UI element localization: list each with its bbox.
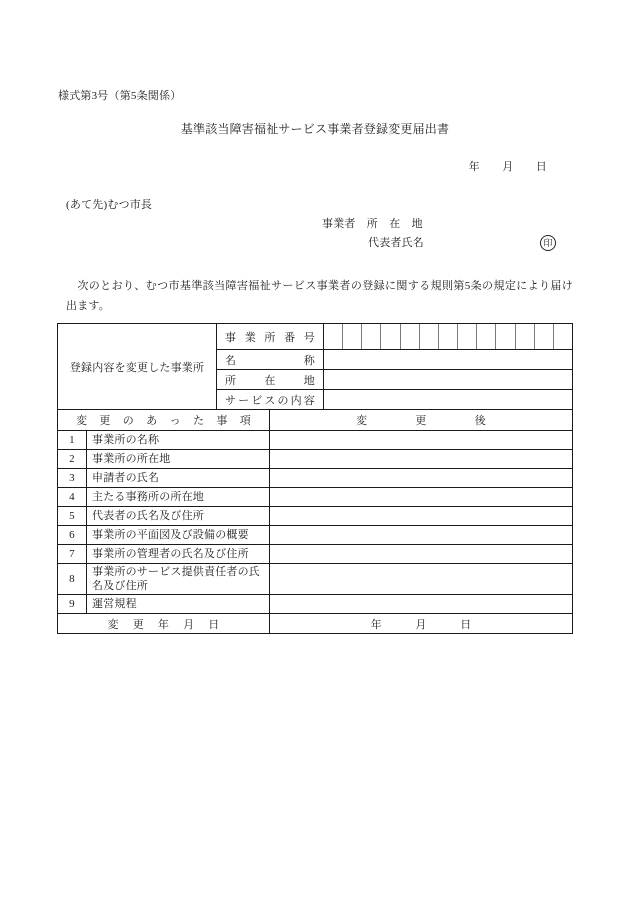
office-number-digit-box [361, 324, 380, 349]
change-date-label-cell [58, 613, 269, 633]
office-number-digit-box [476, 324, 495, 349]
change-row-number: 4 [58, 487, 86, 506]
change-row-after [269, 544, 572, 563]
change-date-value: 年 月 日 [269, 613, 572, 633]
office-number-label-cell [216, 324, 323, 349]
office-number-digit-box [534, 324, 553, 349]
office-number-digit-box [419, 324, 438, 349]
applicant-address-line: 事業者 所 在 地 [322, 218, 423, 230]
seal-stamp-icon: 印 [540, 235, 556, 251]
change-row-after [269, 594, 572, 613]
office-number-digit-box [495, 324, 514, 349]
office-service-label: サ ー ビ ス の 内 容 [225, 394, 315, 407]
change-row-number: 6 [58, 525, 86, 544]
office-name-label-cell [216, 349, 323, 369]
changes-section [58, 409, 572, 633]
date-line: 年 月 日 [468, 161, 547, 173]
changes-header-after-cell [269, 410, 572, 430]
change-row-number: 1 [58, 430, 86, 449]
office-number-digit-box [324, 324, 342, 349]
office-number-digit-box [400, 324, 419, 349]
change-row-after [269, 506, 572, 525]
office-section [58, 324, 572, 409]
changes-header-item-cell [58, 410, 269, 430]
change-row-after [269, 525, 572, 544]
change-row-item: 主たる事務所の所在地 [86, 487, 269, 506]
change-row-item: 事業所の名称 [86, 430, 269, 449]
office-service-label-cell [216, 389, 323, 409]
office-address-value [323, 369, 572, 389]
change-row-number: 7 [58, 544, 86, 563]
change-row-item: 運営規程 [86, 594, 269, 613]
change-row-after [269, 430, 572, 449]
change-row-item: 事業所の所在地 [86, 449, 269, 468]
form-number: 様式第3号（第5条関係） [58, 90, 182, 102]
change-row-item: 代表者の氏名及び住所 [86, 506, 269, 525]
change-row-item: 事業所のサービス提供責任者の氏名及び住所 [86, 563, 269, 594]
office-number-digit-box [380, 324, 399, 349]
change-row-number: 8 [58, 563, 86, 594]
change-row-after [269, 468, 572, 487]
body-paragraph: 次のとおり、むつ市基準該当障害福祉サービス事業者の登録に関する規則第5条の規定により届け出ます。 [66, 280, 573, 312]
office-number-label: 事 業 所 番 号 [225, 331, 315, 344]
change-row-after [269, 563, 572, 594]
change-row-after [269, 449, 572, 468]
form-title: 基準該当障害福祉サービス事業者登録変更届出書 [180, 122, 450, 136]
change-date-label: 変 更 年 月 日 [107, 618, 220, 631]
office-address-label-cell [216, 369, 323, 389]
registration-table [57, 323, 573, 634]
change-row-after [269, 487, 572, 506]
change-row-item: 事業所の平面図及び設備の概要 [86, 525, 269, 544]
office-service-value [323, 389, 572, 409]
office-number-digit-box [438, 324, 457, 349]
change-row-number: 9 [58, 594, 86, 613]
office-number-boxes-cell [323, 324, 572, 349]
change-row-item: 事業所の管理者の氏名及び住所 [86, 544, 269, 563]
change-row-item: 申請者の氏名 [86, 468, 269, 487]
change-row-number: 3 [58, 468, 86, 487]
office-address-label: 所 在 地 [225, 374, 315, 387]
change-row-number: 2 [58, 449, 86, 468]
office-number-digit-box [515, 324, 534, 349]
office-name-value [323, 349, 572, 369]
changes-header-after: 変 更 後 [356, 415, 486, 427]
office-number-boxes [324, 324, 572, 349]
changes-header-item: 変 更 の あ っ た 事 項 [76, 415, 251, 427]
applicant-name-line: 代表者氏名 [368, 237, 424, 249]
change-row-number: 5 [58, 506, 86, 525]
applicant-block [322, 215, 573, 253]
office-number-digit-box [457, 324, 476, 349]
office-number-digit-box [553, 324, 572, 349]
office-section-header: 登録内容を変更した事業所 [69, 361, 205, 374]
office-name-label: 名 称 [225, 354, 315, 367]
office-number-digit-box [342, 324, 361, 349]
addressee-line: (あて先)むつ市長 [66, 199, 153, 211]
